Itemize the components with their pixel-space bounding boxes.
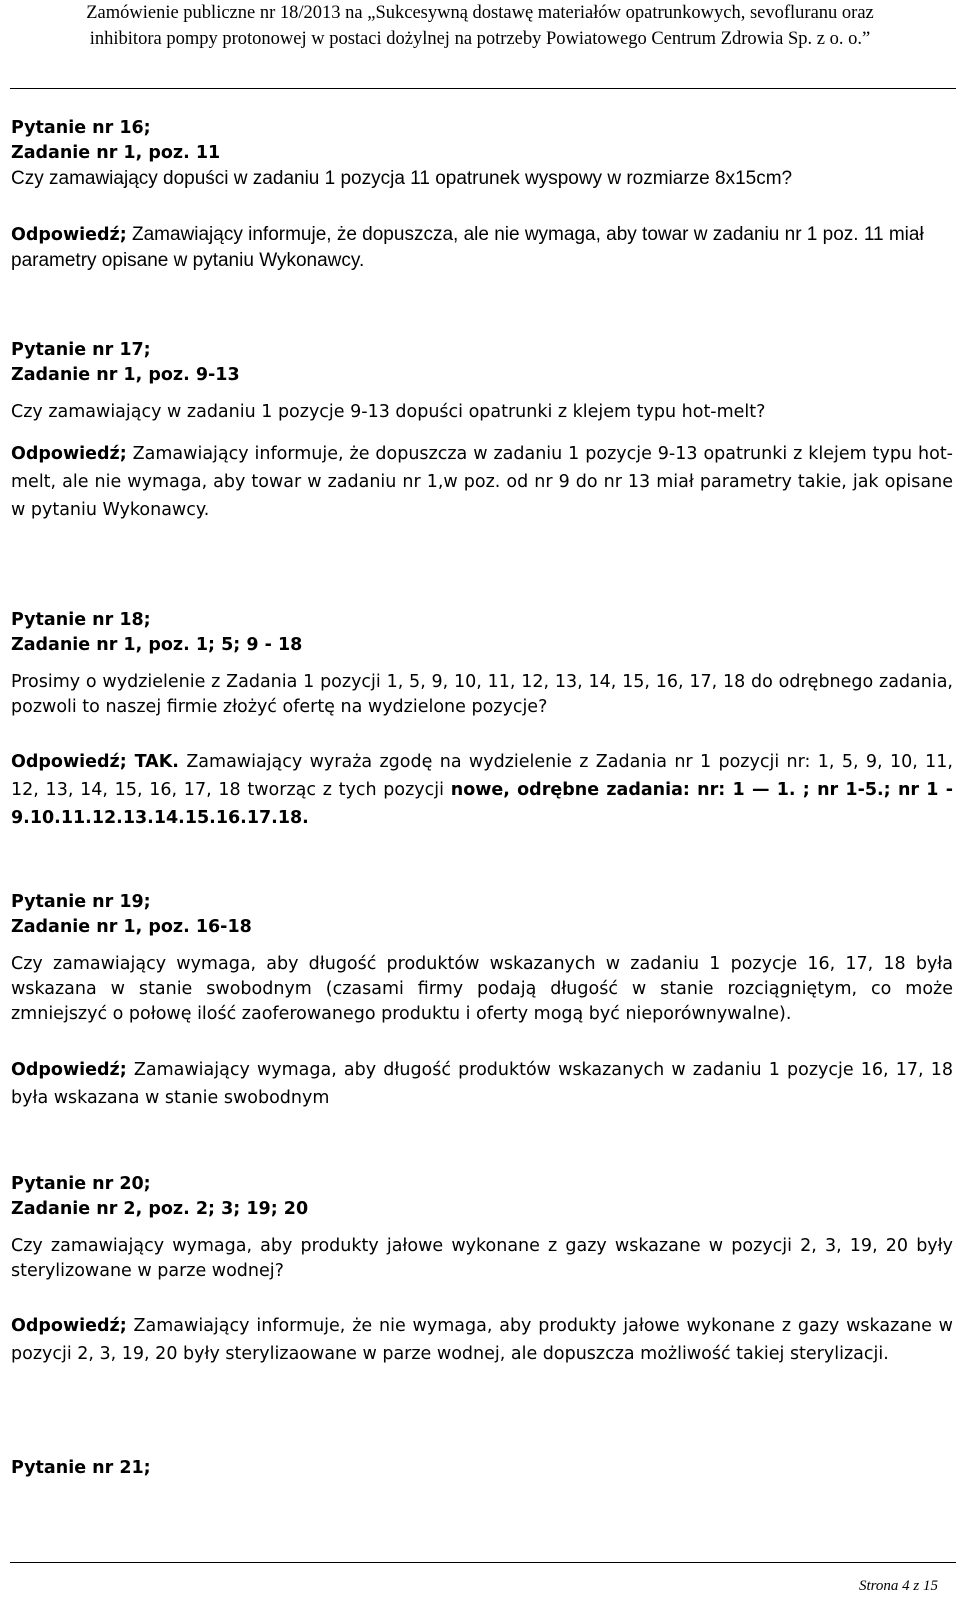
question-title: Pytanie nr 17; [11,340,151,360]
header-line-1: Zamówienie publiczne nr 18/2013 na „Sukcesywną dostawę materiałów opatrunkowych, sevofluranu oraz [86,3,874,23]
page-number: 4 [902,1578,910,1594]
question-21 [11,1456,953,1481]
header-line-2: inhibitora pompy protonowej w postaci dożylnej na potrzeby Powiatowego Centrum Zdrowia Sp. z o. o.” [89,29,871,49]
page-total: 15 [923,1578,938,1594]
question-19 [11,890,953,1027]
page-label: Strona [858,1578,899,1594]
answer-label: Odpowiedź; TAK. [11,752,179,772]
question-task: Zadanie nr 1, poz. 11 [11,143,221,163]
question-text: Czy zamawiający w zadaniu 1 pozycje 9-13 dopuści opatrunki z klejem typu hot-melt? [11,402,766,422]
document-header [0,0,960,52]
answer-19 [11,1056,953,1112]
page-of: z [913,1578,920,1594]
question-text: Czy zamawiający wymaga, aby długość produktów wskazanych w zadaniu 1 pozycje 16, 17, 18 była wskazana w stanie swobodnym (czasami firmy podają długość w stanie rozciągniętym, co może zmniejszyć o połowę ilość zaoferowanego produktu i oferty mogą być nieporównywalne). [11,954,953,1024]
answer-text: Zamawiający wyraża zgodę na wydzielenie z Zadania nr 1 pozycji nr: 1, 5, 9, 10, 11, 12, 13, 14, 15, 16, 17, 18 tworząc z tych pozycji [11,752,953,800]
question-18 [11,608,953,720]
question-title: Pytanie nr 21; [11,1458,151,1478]
question-text: Czy zamawiający wymaga, aby produkty jałowe wykonane z gazy wskazane w pozycji 2, 3, 19, 20 były sterylizowane w parze wodnej? [11,1236,953,1281]
answer-18 [11,748,953,832]
answer-label: Odpowiedź; [11,1316,127,1336]
page-footer [859,1578,938,1595]
question-title: Pytanie nr 16; [11,118,151,138]
answer-label: Odpowiedź; [11,444,127,464]
answer-text: Zamawiający wymaga, aby długość produktów wskazanych w zadaniu 1 pozycje 16, 17, 18 była wskazana w stanie swobodnym [11,1060,953,1108]
answer-text: Zamawiający informuje, że dopuszcza w zadaniu 1 pozycje 9-13 opatrunki z klejem typu hot-melt, ale nie wymaga, aby towar w zadaniu nr 1,w poz. od nr 9 do nr 13 miał parametry takie, jak opisane w pytaniu Wykonawcy. [11,444,953,520]
question-20 [11,1172,953,1284]
footer-divider [10,1562,956,1563]
question-task: Zadanie nr 2, poz. 2; 3; 19; 20 [11,1199,309,1219]
question-16 [11,116,953,191]
question-text: Czy zamawiający dopuści w zadaniu 1 pozycja 11 opatrunek wyspowy w rozmiarze 8x15cm? [11,168,793,189]
answer-text: Zamawiający informuje, że dopuszcza, ale nie wymaga, aby towar w zadaniu nr 1 poz. 11 miał parametry opisane w pytaniu Wykonawcy. [11,224,924,271]
question-title: Pytanie nr 20; [11,1174,151,1194]
question-title: Pytanie nr 19; [11,892,151,912]
answer-text: Zamawiający informuje, że nie wymaga, aby produkty jałowe wykonane z gazy wskazane w pozycji 2, 3, 19, 20 były sterylizaowane w parze wodnej, ale dopuszcza możliwość takiej sterylizacji. [11,1316,953,1364]
question-task: Zadanie nr 1, poz. 16-18 [11,917,252,937]
answer-label: Odpowiedź; [11,225,127,245]
answer-16 [11,222,953,273]
header-divider [10,88,956,89]
question-task: Zadanie nr 1, poz. 1; 5; 9 - 18 [11,635,303,655]
question-17 [11,338,953,425]
question-title: Pytanie nr 18; [11,610,151,630]
answer-17 [11,440,953,524]
question-text: Prosimy o wydzielenie z Zadania 1 pozycji 1, 5, 9, 10, 11, 12, 13, 14, 15, 16, 17, 18 do odrębnego zadania, pozwoli to naszej firmie złożyć ofertę na wydzielone pozycje? [11,672,953,717]
question-task: Zadanie nr 1, poz. 9-13 [11,365,240,385]
answer-20 [11,1312,953,1368]
answer-label: Odpowiedź; [11,1060,127,1080]
answer-bold-text: nowe, odrębne zadania: nr: 1 — 1. ; nr 1-5.; nr 1 - 9.10.11.12.13.14.15.16.17.18. [11,780,953,828]
